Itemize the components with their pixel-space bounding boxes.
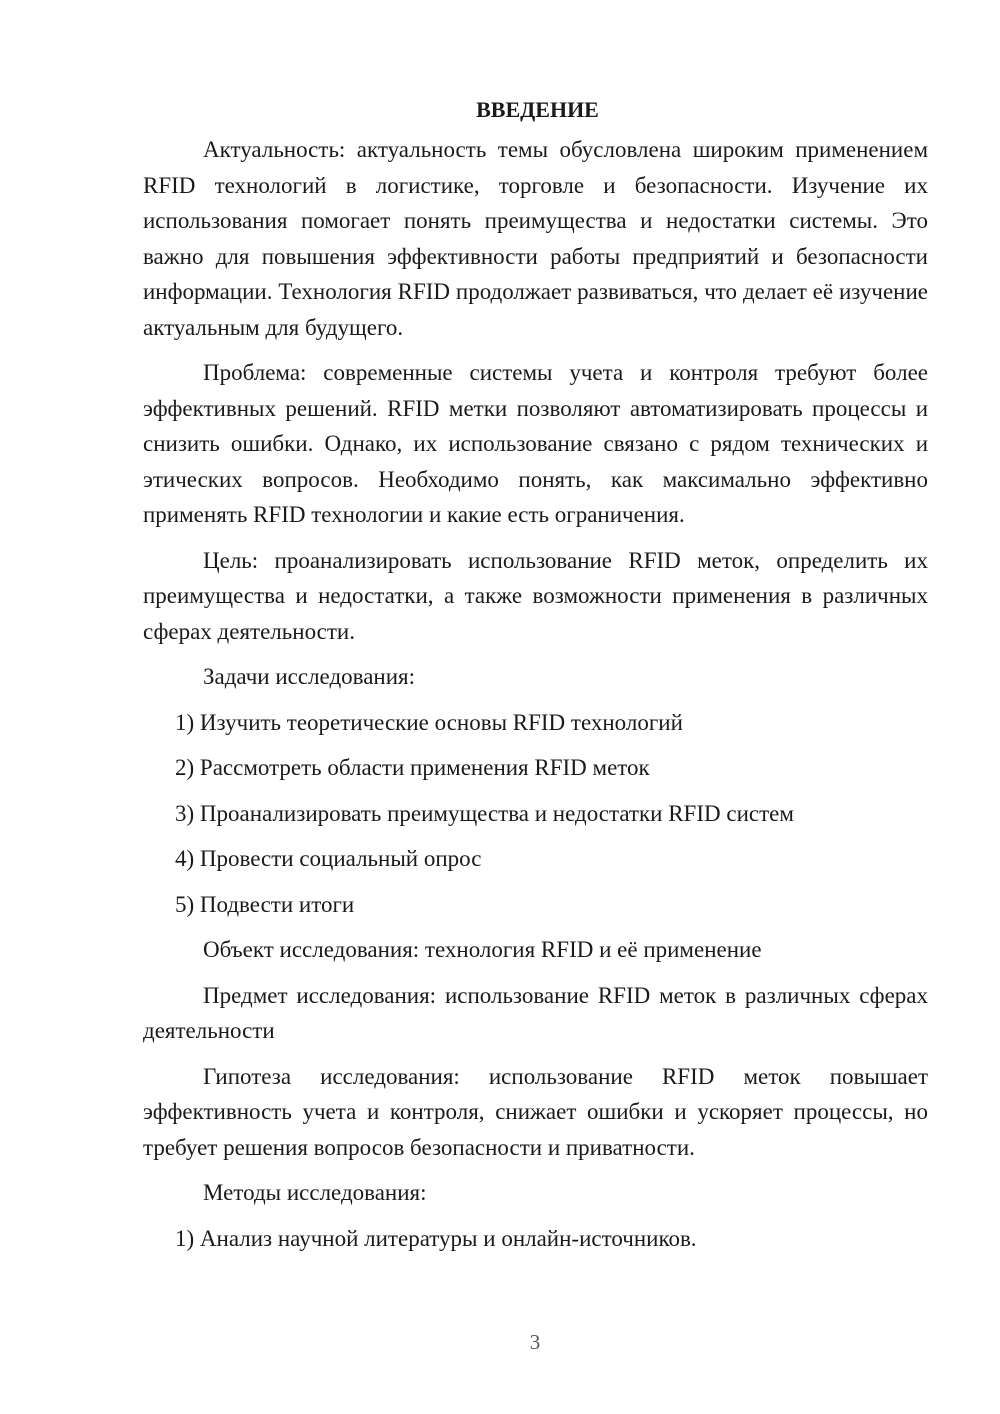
document-page xyxy=(143,92,928,1266)
relevance-paragraph: Актуальность: актуальность темы обусловлена широким применением RFID технологий в логистике, торговле и безопасности. Изучение их использования помогает понять преимущества и недостатки системы. Это важно для повышения эффективности работы предприятий и безопасности информации. Технология RFID продолжает развиваться, что делает её изучение актуальным для будущего. xyxy=(143,137,928,340)
page-number: 3 xyxy=(529,1330,541,1354)
task-item: 1) Изучить теоретические основы RFID технологий xyxy=(175,709,683,735)
task-item: 3) Проанализировать преимущества и недостатки RFID систем xyxy=(175,800,794,826)
goal-paragraph: Цель: проанализировать использование RFID меток, определить их преимущества и недостатки, а также возможности применения в различных сферах деятельности. xyxy=(143,547,928,644)
tasks-heading: Задачи исследования: xyxy=(203,664,416,689)
subject-paragraph: Предмет исследования: использование RFID меток в различных сферах деятельности xyxy=(143,982,928,1043)
methods-heading: Методы исследования: xyxy=(203,1180,427,1205)
object-paragraph: Объект исследования: технология RFID и её применение xyxy=(203,937,762,962)
method-item: 1) Анализ научной литературы и онлайн-источников. xyxy=(175,1225,697,1251)
task-item: 5) Подвести итоги xyxy=(175,891,355,917)
section-title: ВВЕДЕНИЕ xyxy=(476,97,599,122)
hypothesis-paragraph: Гипотеза исследования: использование RFID меток повышает эффективность учета и контроля, снижает ошибки и ускоряет процессы, но требует решения вопросов безопасности и приватности. xyxy=(143,1063,928,1160)
problem-paragraph: Проблема: современные системы учета и контроля требуют более эффективных решений. RFID метки позволяют автоматизировать процессы и снизить ошибки. Однако, их использование связано с рядом технических и этических вопросов. Необходимо понять, как максимально эффективно применять RFID технологии и какие есть ограничения. xyxy=(143,360,928,527)
task-item: 4) Провести социальный опрос xyxy=(175,846,482,871)
task-item: 2) Рассмотреть области применения RFID меток xyxy=(175,755,650,780)
